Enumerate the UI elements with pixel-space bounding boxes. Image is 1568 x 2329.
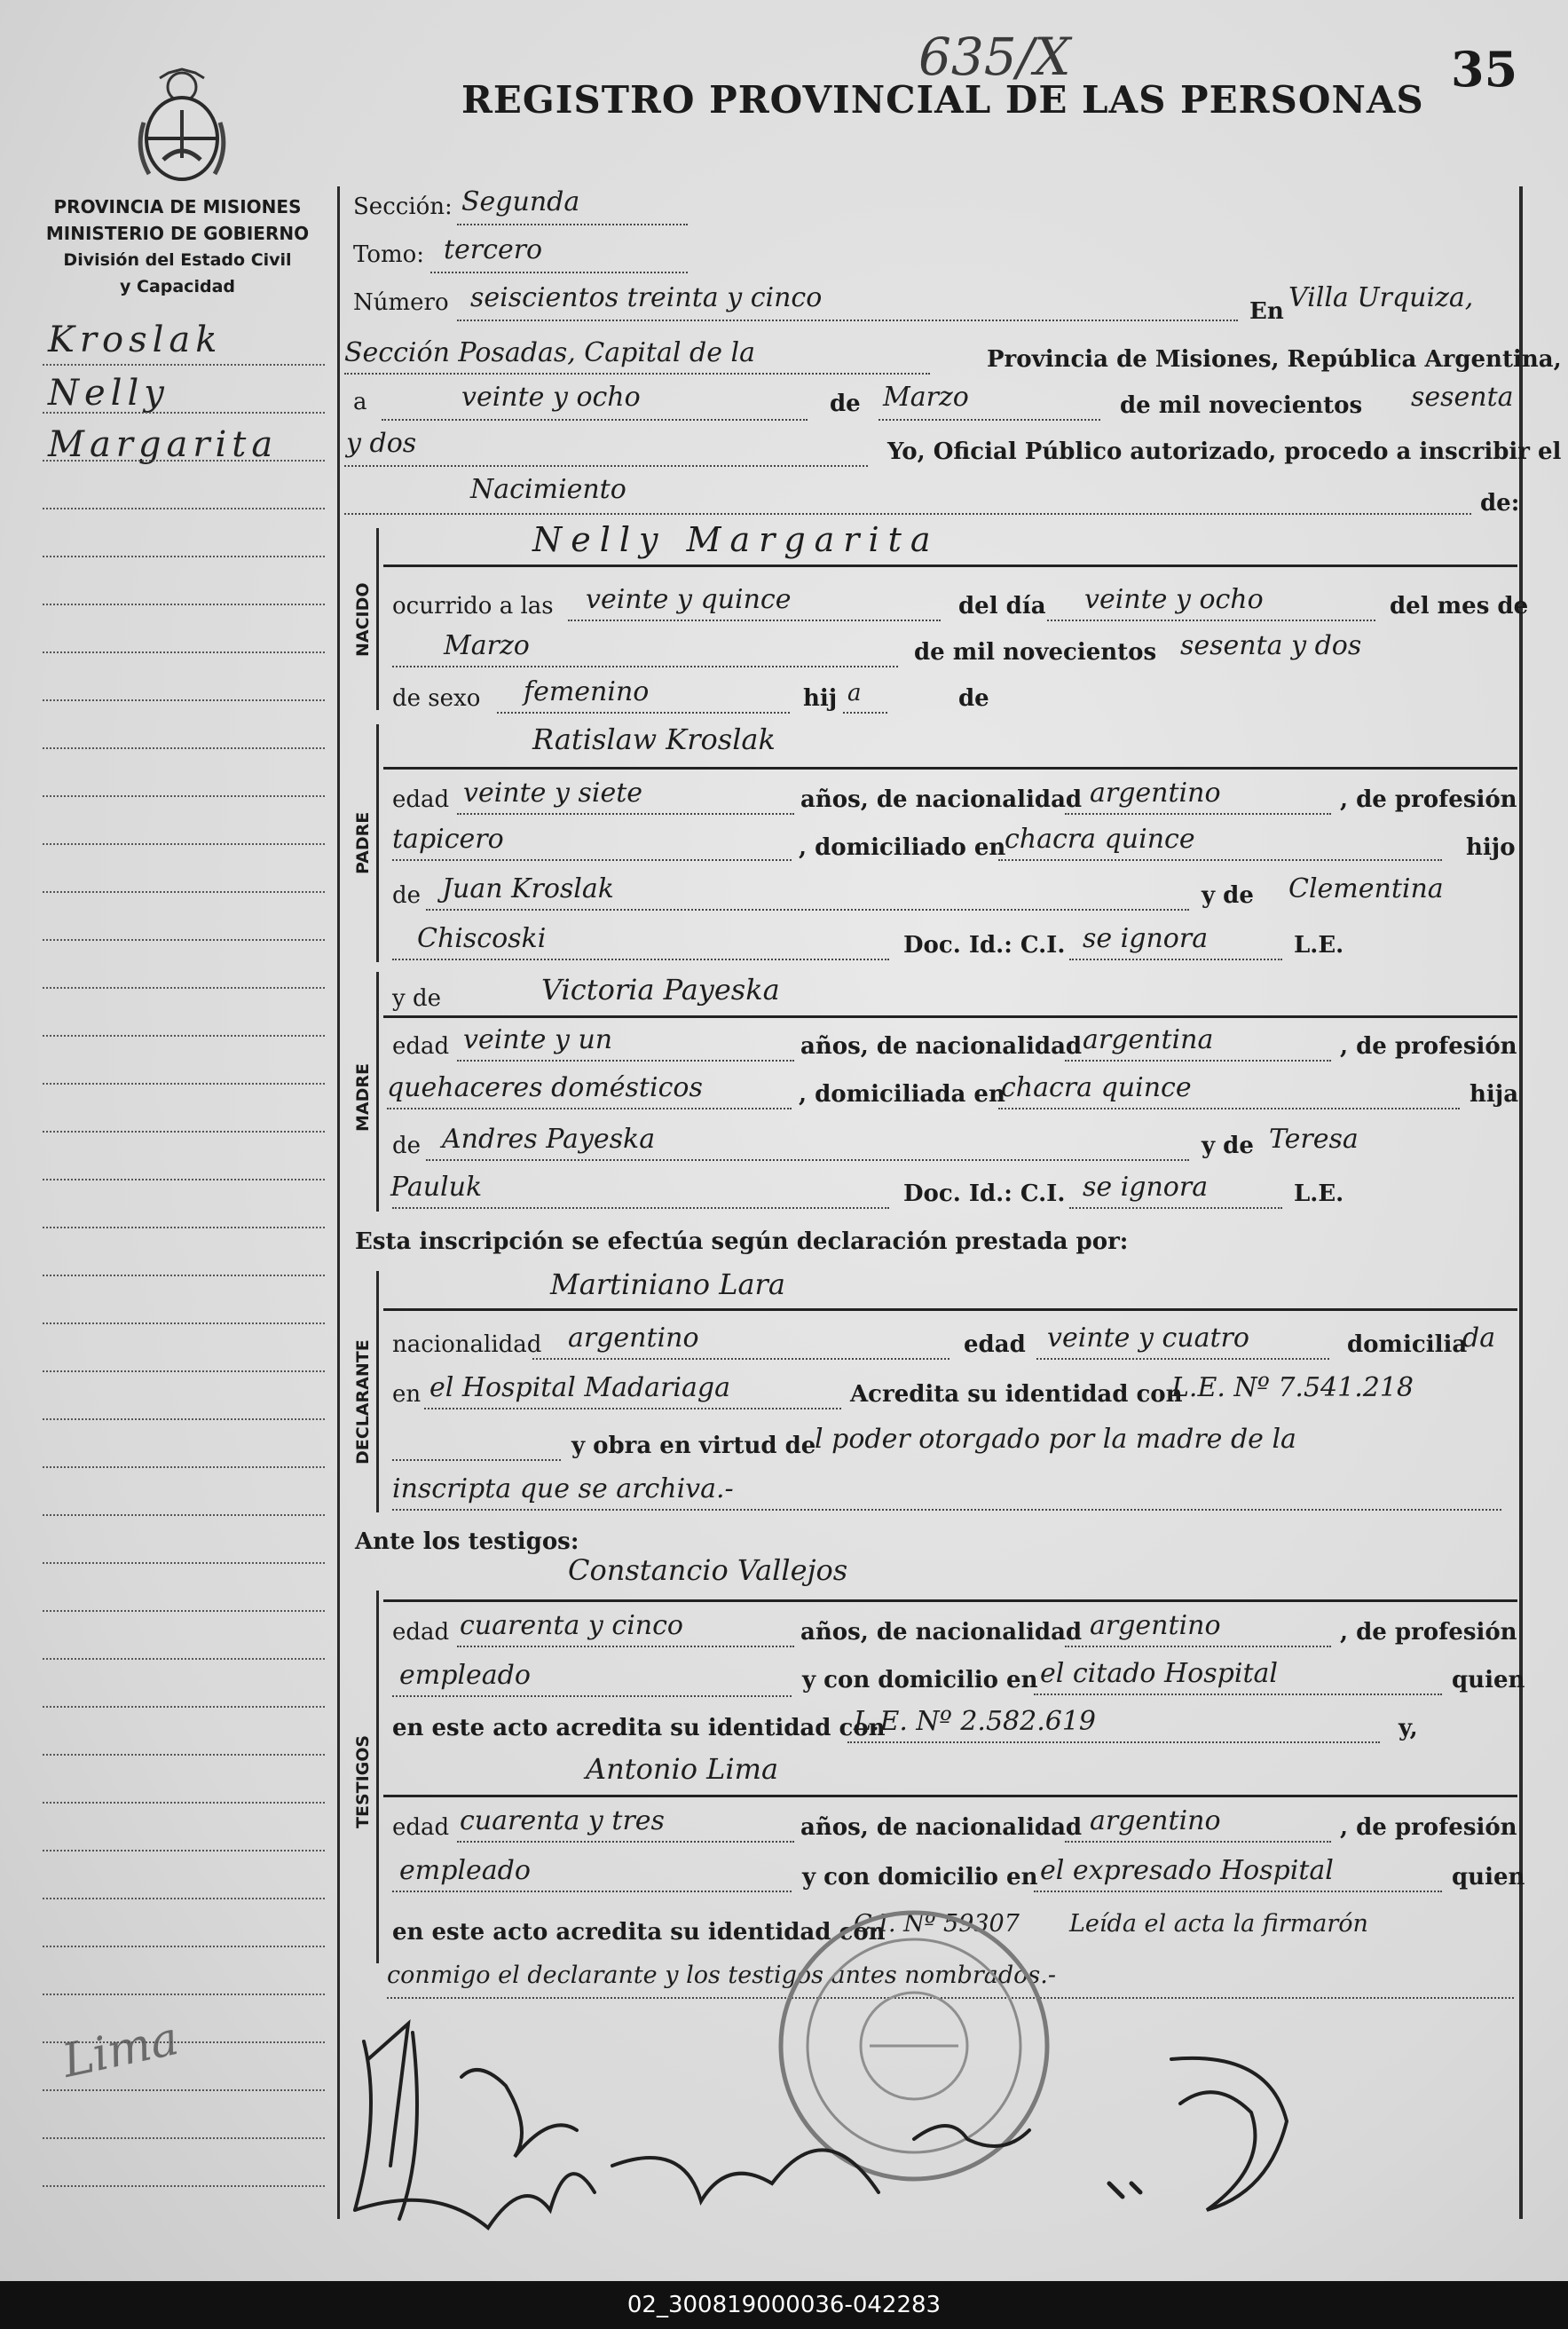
authority-line: División del Estado Civil	[63, 250, 292, 270]
le-label: L.E.	[1294, 932, 1344, 959]
margin-ruled-line	[43, 1083, 325, 1085]
place-line: Sección Posadas, Capital de la	[344, 337, 755, 368]
witness1-doc: L.E. Nº 2.582.619	[854, 1706, 1097, 1737]
authority-line: y Capacidad	[120, 277, 235, 296]
declarant-nationality: argentino	[568, 1322, 699, 1354]
margin-ruled-line	[43, 1035, 325, 1037]
margin-signature: Lima	[58, 2011, 184, 2089]
margin-ruled-line	[43, 1227, 325, 1228]
doc-label: Doc. Id.: C.I.	[903, 1180, 1066, 1207]
de-label: de	[392, 882, 422, 909]
issuing-authority	[35, 193, 319, 300]
mother-edad-label: edad	[392, 1033, 450, 1060]
day-label: del día	[958, 593, 1046, 620]
margin-ruled-line	[43, 651, 325, 653]
closing-text-continued: conmigo el declarante y los testigos antes nombrados.-	[387, 1962, 1056, 1989]
domicilio-label: y con domicilio en	[802, 1864, 1038, 1891]
witness2-profession: empleado	[399, 1855, 531, 1886]
de-label: de	[830, 391, 861, 417]
authority-line: MINISTERIO DE GOBIERNO	[45, 223, 310, 244]
virtud-label: y obra en virtud de	[571, 1433, 816, 1459]
profession-label: , de profesión	[1340, 1814, 1517, 1841]
mother-y-de-label: y de	[392, 985, 441, 1012]
birth-day: veinte y ocho	[1084, 584, 1264, 615]
margin-ruled-line	[43, 1322, 325, 1324]
margin-ruled-line	[43, 1850, 325, 1851]
father-father: Juan Kroslak	[442, 873, 614, 904]
province-text: Provincia de Misiones, República Argentina,	[987, 346, 1562, 373]
act-type: Nacimiento	[470, 474, 626, 505]
father-name: Ratislaw Kroslak	[532, 722, 776, 756]
nacido-section-label: NACIDO	[353, 582, 373, 657]
witness2-nationality: argentino	[1090, 1805, 1221, 1836]
declarant-domicile: el Hospital Madariaga	[429, 1372, 730, 1403]
margin-divider	[337, 186, 340, 2219]
witness2-name: Antonio Lima	[586, 1752, 779, 1786]
margin-ruled-line	[43, 699, 325, 701]
register-number: 635/X	[918, 27, 1071, 87]
acredita-label: en este acto acredita su identidad con	[392, 1715, 886, 1741]
day-text: veinte y ocho	[461, 382, 641, 413]
witness1-profession: empleado	[399, 1660, 531, 1691]
en-value: Villa Urquiza,	[1288, 282, 1474, 313]
month-value: Marzo	[883, 382, 969, 413]
newborn-name: Nelly Margarita	[532, 520, 940, 559]
nationality-label: años, de nacionalidad	[800, 1619, 1083, 1646]
declarant-age: veinte y cuatro	[1047, 1322, 1249, 1354]
witness1-age: cuarenta y cinco	[460, 1610, 683, 1641]
edad-label: edad	[964, 1331, 1026, 1358]
year-words-continued: y dos	[346, 428, 417, 459]
mother-mother-surname: Pauluk	[390, 1172, 483, 1203]
profession-label: , de profesión	[1340, 786, 1517, 813]
margin-ruled-line	[43, 1514, 325, 1516]
page-title: REGISTRO PROVINCIAL DE LAS PERSONAS	[461, 78, 1424, 122]
margin-ruled-line	[43, 1993, 325, 1995]
father-mother: Clementina	[1288, 873, 1444, 904]
margin-ruled-line	[43, 843, 325, 845]
profession-label: , de profesión	[1340, 1033, 1517, 1060]
hij-label: hij	[803, 685, 838, 712]
mother-profession: quehaceres domésticos	[387, 1072, 703, 1103]
year-words: sesenta	[1411, 382, 1514, 413]
de-label: de	[958, 685, 989, 712]
margin-ruled-line	[43, 2089, 325, 2091]
madre-section-label: MADRE	[353, 1063, 373, 1132]
father-mother-surname: Chiscoski	[417, 923, 547, 954]
mother-mother: Teresa	[1269, 1124, 1359, 1155]
authority-line: PROVINCIA DE MISIONES	[53, 196, 302, 217]
year-label: de mil novecientos	[914, 639, 1157, 666]
margin-ruled-line	[43, 987, 325, 989]
testigos-label: Ante los testigos:	[355, 1528, 579, 1555]
witness2-domicile: el expresado Hospital	[1040, 1855, 1334, 1886]
mother-domicile: chacra quince	[1001, 1072, 1192, 1103]
margin-ruled-line	[43, 460, 325, 462]
nationality-label: años, de nacionalidad	[800, 1033, 1083, 1060]
hijo-label: hijo	[1466, 834, 1516, 861]
margin-ruled-line	[43, 939, 325, 941]
margin-ruled-line	[43, 604, 325, 605]
seccion-value: Segunda	[461, 186, 580, 217]
margin-ruled-line	[43, 1131, 325, 1133]
profession-label: , de profesión	[1340, 1619, 1517, 1646]
time-label: ocurrido a las	[392, 593, 554, 620]
margin-ruled-line	[43, 1610, 325, 1612]
declarant-name: Martiniano Lara	[550, 1267, 785, 1301]
tomo-label: Tomo:	[353, 241, 425, 268]
year-prefix: de mil novecientos	[1120, 392, 1363, 419]
domicilio-label: , domiciliado en	[799, 834, 1006, 861]
margin-ruled-line	[43, 1370, 325, 1372]
domicilia-suffix: da	[1462, 1322, 1496, 1354]
hija-label: hija	[1470, 1081, 1519, 1108]
margin-given-name: Margarita	[48, 424, 279, 465]
month-label: del mes de	[1390, 593, 1529, 620]
y-label: y,	[1399, 1715, 1418, 1741]
father-nationality: argentino	[1090, 778, 1221, 809]
tomo-value: tercero	[444, 234, 543, 265]
a-label: a	[353, 389, 367, 415]
witness1-domicile: el citado Hospital	[1040, 1658, 1278, 1689]
father-doc: se ignora	[1083, 923, 1209, 954]
birth-month: Marzo	[444, 630, 530, 661]
en-label: En	[1249, 298, 1284, 325]
file-id: 02_300819000036-042283	[626, 2292, 942, 2318]
officer-text: Yo, Oficial Público autorizado, procedo a inscribir el	[887, 438, 1562, 465]
virtud-text: l poder otorgado por la madre de la	[815, 1424, 1296, 1455]
nationality-label: años, de nacionalidad	[800, 786, 1083, 813]
file-id-footer	[0, 2281, 1568, 2329]
numero-label: Número	[353, 289, 449, 316]
mother-name: Victoria Payeska	[541, 973, 780, 1007]
doc-label: Doc. Id.: C.I.	[903, 932, 1066, 959]
sex-label: de sexo	[392, 685, 481, 712]
nationality-label: años, de nacionalidad	[800, 1814, 1083, 1841]
domicilio-label: , domiciliada en	[799, 1081, 1005, 1108]
closing-text: Leída el acta la firmarón	[1069, 1910, 1368, 1938]
seccion-label: Sección:	[353, 193, 453, 220]
margin-ruled-line	[43, 1275, 325, 1276]
page-number: 35	[1451, 41, 1518, 98]
hij-suffix: a	[847, 680, 862, 707]
de-label: de	[392, 1133, 422, 1159]
margin-ruled-line	[43, 412, 325, 414]
margin-ruled-line	[43, 1946, 325, 1947]
margin-ruled-line	[43, 891, 325, 893]
margin-ruled-line	[43, 508, 325, 509]
witness2-age: cuarenta y tres	[460, 1805, 665, 1836]
testigos-section-label: TESTIGOS	[353, 1734, 373, 1828]
domicilia-label: domicilia	[1347, 1331, 1468, 1358]
sex-value: femenino	[524, 676, 650, 707]
padre-section-label: PADRE	[353, 811, 373, 874]
mother-nationality: argentina	[1083, 1024, 1214, 1055]
domicilio-label: y con domicilio en	[802, 1667, 1038, 1693]
witness2-doc: C.I. Nº 59307	[854, 1910, 1020, 1938]
margin-ruled-line	[43, 1179, 325, 1180]
en-label: en	[392, 1381, 422, 1408]
father-domicile: chacra quince	[1005, 824, 1195, 855]
birth-year: sesenta y dos	[1180, 630, 1362, 661]
margin-ruled-line	[43, 1562, 325, 1564]
witness1-nationality: argentino	[1090, 1610, 1221, 1641]
margin-ruled-line	[43, 1754, 325, 1756]
signatures	[328, 2006, 1349, 2272]
y-de-label: y de	[1202, 1133, 1254, 1159]
acredita-label: en este acto acredita su identidad con	[392, 1919, 886, 1946]
quien-label: quien	[1452, 1667, 1525, 1693]
father-profession: tapicero	[392, 824, 504, 855]
le-label: L.E.	[1294, 1180, 1344, 1207]
father-age: veinte y siete	[463, 778, 643, 809]
margin-ruled-line	[43, 364, 325, 366]
quien-label: quien	[1452, 1864, 1525, 1891]
father-edad-label: edad	[392, 786, 450, 813]
margin-surname: Kroslak	[48, 320, 223, 360]
witness1-name: Constancio Vallejos	[568, 1553, 848, 1587]
margin-ruled-line	[43, 795, 325, 797]
declarante-section-label: DECLARANTE	[353, 1339, 373, 1465]
acredita-label: Acredita su identidad con	[850, 1381, 1183, 1408]
margin-ruled-line	[43, 1418, 325, 1420]
margin-given-name: Nelly	[48, 373, 169, 414]
y-de-label: y de	[1202, 882, 1254, 909]
edad-label: edad	[392, 1619, 450, 1646]
mother-doc: se ignora	[1083, 1172, 1209, 1203]
nationality-label: nacionalidad	[392, 1331, 542, 1358]
margin-ruled-line	[43, 1898, 325, 1899]
margin-ruled-line	[43, 1802, 325, 1804]
mother-age: veinte y un	[463, 1024, 613, 1055]
margin-ruled-line	[43, 1466, 325, 1468]
numero-value: seiscientos treinta y cinco	[470, 282, 823, 313]
virtud-text-continued: inscripta que se archiva.-	[392, 1473, 734, 1504]
margin-ruled-line	[43, 2185, 325, 2187]
coat-of-arms-icon	[133, 60, 231, 186]
margin-ruled-line	[43, 556, 325, 557]
margin-ruled-line	[43, 2137, 325, 2139]
mother-father: Andres Payeska	[442, 1124, 656, 1155]
right-border	[1519, 186, 1523, 2219]
margin-ruled-line	[43, 1706, 325, 1708]
edad-label: edad	[392, 1814, 450, 1841]
margin-ruled-line	[43, 1658, 325, 1660]
declaration-text: Esta inscripción se efectúa según declaración prestada por:	[355, 1228, 1129, 1255]
margin-ruled-line	[43, 747, 325, 749]
declarant-doc: L.E. Nº 7.541.218	[1171, 1372, 1414, 1403]
de-colon: de:	[1480, 490, 1520, 517]
birth-time: veinte y quince	[586, 584, 792, 615]
margin-ruled-line	[43, 2041, 325, 2043]
